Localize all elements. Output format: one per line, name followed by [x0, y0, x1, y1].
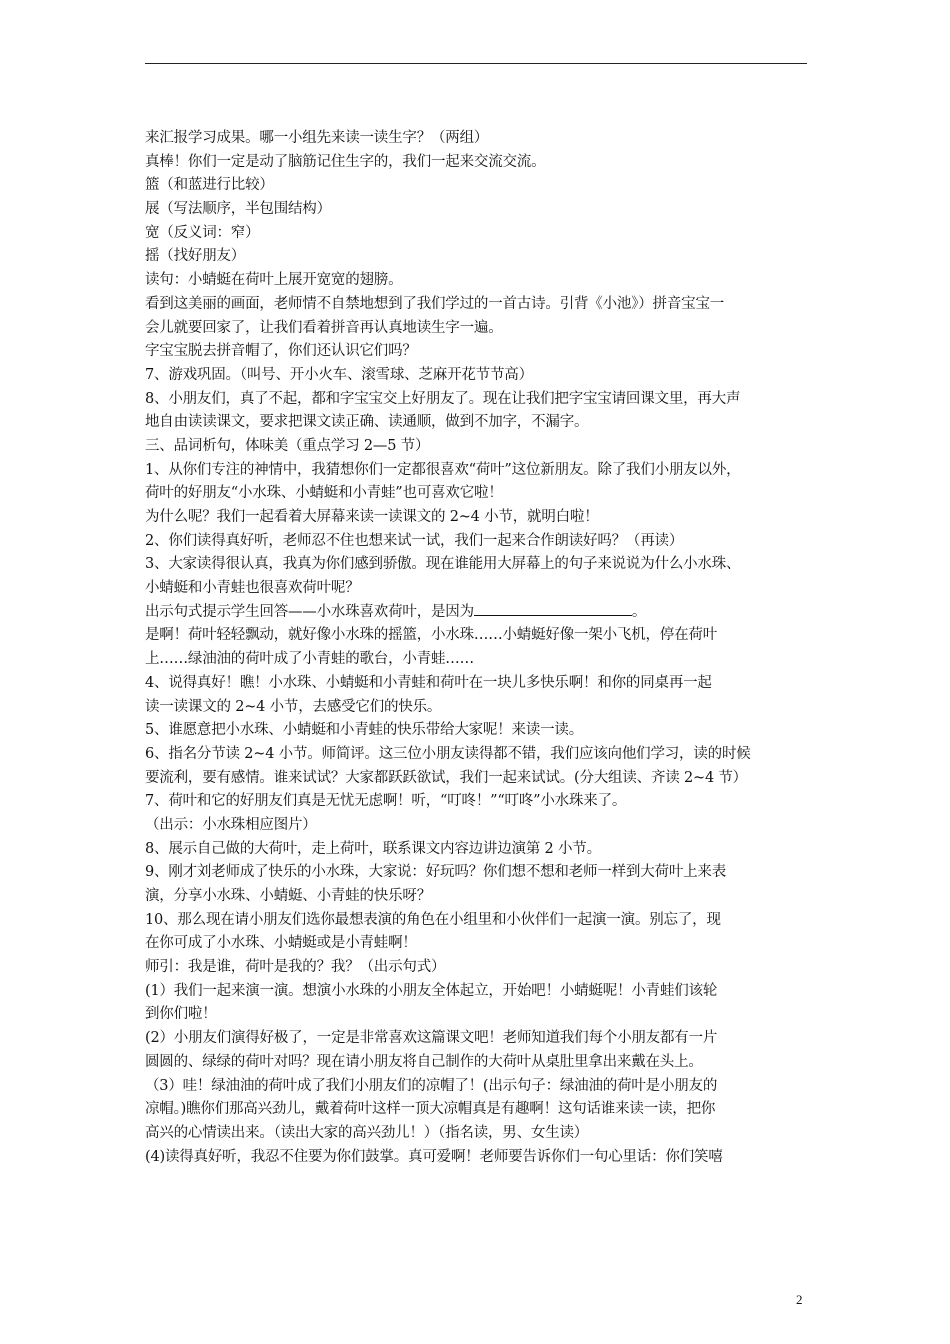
text-line-content: 10、那么现在请小朋友们选你最想表演的角色在小组里和小伙伴们一起演一演。别忘了，现 [145, 911, 721, 928]
text-line [145, 245, 815, 269]
text-line-content: 8、小朋友们，真了不起，都和字宝宝交上好朋友了。现在让我们把字宝宝请回课文里，再大声 [145, 390, 741, 407]
text-line-content: 出示句式提示学生回答——小水珠喜欢荷叶，是因为 [145, 603, 474, 620]
text-line-content: 在你可成了小水珠、小蜻蜓或是小青蛙啊！ [145, 935, 417, 952]
text-line-content: 是啊！荷叶轻轻飘动，就好像小水珠的摇篮，小水珠……小蜻蜓好像一架小飞机，停在荷叶 [145, 627, 717, 644]
text-line [145, 1146, 815, 1170]
text-line [145, 980, 815, 1004]
text-line [145, 1003, 815, 1027]
text-line-content: 来汇报学习成果。哪一小组先来读一读生字？（两组） [145, 130, 489, 146]
text-line-content: （出示：小水珠相应图片） [145, 816, 317, 833]
text-line [145, 127, 815, 151]
text-line-content: 9、刚才刘老师成了快乐的小水珠，大家说：好玩吗？你们想不想和老师一样到大荷叶上来表 [145, 864, 727, 881]
text-line-content: 演，分享小水珠、小蜻蜓、小青蛙的快乐呀？ [145, 888, 431, 904]
text-line [145, 198, 815, 222]
text-line-content: 小蜻蜓和小青蛙也很喜欢荷叶呢？ [145, 580, 360, 597]
text-line [145, 553, 815, 577]
text-line [145, 767, 815, 791]
text-line [145, 1122, 815, 1146]
text-line [145, 317, 815, 341]
text-line-content: 圆圆的、绿绿的荷叶对吗？现在请小朋友将自己制作的大荷叶从桌肚里拿出来戴在头上。 [145, 1053, 703, 1070]
text-line [145, 269, 815, 293]
text-line-content: (4)读得真好听，我忍不住要为你们鼓掌。真可爱啊！老师要告诉你们一句心里话：你们笑嘻 [145, 1148, 723, 1165]
header-rule [145, 63, 807, 64]
text-line-content: 要流利，要有感情。谁来试试？大家都跃跃欲试，我们一起来试试。(分大组读、齐读 2~4 节） [145, 769, 747, 786]
text-line [145, 909, 815, 933]
text-line-content: 高兴的心情读出来。（读出大家的高兴劲儿！）（指名读，男、女生读） [145, 1124, 589, 1141]
document-body [145, 127, 815, 1169]
blank-suffix: 。 [631, 603, 647, 620]
text-line [145, 222, 815, 246]
text-line-content: 三、品词析句，体味美（重点学习 2—5 节） [145, 437, 430, 454]
text-line [145, 435, 815, 459]
text-line-content: 读句：小蜻蜓在荷叶上展开宽宽的翅膀。 [145, 272, 403, 289]
text-line [145, 790, 815, 814]
text-line-content: 荷叶的好朋友“小水珠、小蜻蜓和小青蛙”也可喜欢它啦！ [145, 485, 503, 502]
text-line-content: 凉帽。)瞧你们那高兴劲儿，戴着荷叶这样一顶大凉帽真是有趣啊！这句话谁来读一读，把你 [145, 1101, 716, 1118]
text-line [145, 364, 815, 388]
text-line [145, 293, 815, 317]
text-line-content: 7、荷叶和它的好朋友们真是无忧无虑啊！听，“叮咚！”“叮咚”小水珠来了。 [145, 793, 627, 810]
text-line-content: 展（写法顺序，半包围结构） [145, 201, 331, 218]
text-line-content: 上……绿油油的荷叶成了小青蛙的歌台，小青蛙…… [145, 651, 474, 668]
text-line [145, 1075, 815, 1099]
text-line [145, 388, 815, 412]
text-line-content: 为什么呢？我们一起看着大屏幕来读一读课文的 2~4 小节，就明白啦！ [145, 509, 599, 525]
text-line [145, 411, 815, 435]
text-line-content: （3）哇！绿油油的荷叶成了我们小朋友们的凉帽了！(出示句子：绿油油的荷叶是小朋友的 [145, 1077, 718, 1094]
text-line [145, 743, 815, 767]
text-line [145, 672, 815, 696]
text-line-content: 到你们啦！ [145, 1006, 217, 1023]
text-line [145, 482, 815, 506]
text-line-content: 3、大家读得很认真，我真为你们感到骄傲。现在谁能用大屏幕上的句子来说说为什么小水珠、 [145, 556, 741, 573]
text-line [145, 719, 815, 743]
text-line [145, 885, 815, 909]
text-line-content: 真棒！你们一定是动了脑筋记住生字的，我们一起来交流交流。 [145, 153, 546, 170]
text-line-content: 4、说得真好！瞧！小水珠、小蜻蜓和小青蛙和荷叶在一块儿多快乐啊！和你的同桌再一起 [145, 674, 712, 691]
text-line [145, 174, 815, 198]
text-line [145, 1027, 815, 1051]
text-line-content: 师引：我是谁，荷叶是我的？我？（出示句式） [145, 959, 446, 976]
page-number: 2 [796, 1292, 803, 1307]
text-line-content: 篮（和蓝进行比较） [145, 177, 274, 194]
text-line-content: 会儿就要回家了，让我们看着拼音再认真地读生字一遍。 [145, 319, 503, 336]
text-line-content: 字宝宝脱去拼音帽了，你们还认识它们吗？ [145, 343, 417, 360]
text-line-content: (1）我们一起来演一演。想演小水珠的小朋友全体起立，开始吧！小蜻蜓呢！小青蛙们该轮 [145, 982, 718, 999]
text-line [145, 530, 815, 554]
text-line-content: 宽（反义词：窄） [145, 224, 260, 241]
text-line-content: 7、游戏巩固。（叫号、开小火车、滚雪球、芝麻开花节节高） [145, 366, 533, 383]
text-line [145, 838, 815, 862]
text-line [145, 1098, 815, 1122]
text-line [145, 459, 815, 483]
text-line [145, 814, 815, 838]
text-line [145, 696, 815, 720]
text-line [145, 151, 815, 175]
text-line [145, 624, 815, 648]
text-line-content: 5、谁愿意把小水珠、小蜻蜓和小青蛙的快乐带给大家呢！来读一读。 [145, 722, 584, 739]
text-line [145, 506, 815, 530]
text-line-content: 1、从你们专注的神情中，我猜想你们一定都很喜欢“荷叶”这位新朋友。除了我们小朋友以外， [145, 461, 741, 478]
text-line [145, 648, 815, 672]
text-line-content: 2、你们读得真好听，老师忍不住也想来试一试，我们一起来合作朗读好吗？（再读） [145, 532, 684, 549]
text-line-content: 读一读课文的 2~4 小节，去感受它们的快乐。 [145, 698, 442, 715]
text-line-content: 摇（找好朋友） [145, 248, 246, 265]
text-line-content: 看到这美丽的画面，老师情不自禁地想到了我们学过的一首古诗。引背《小池》）拼音宝宝一 [145, 295, 725, 312]
fill-in-blank [474, 601, 632, 616]
text-line-content: 地自由读读课文，要求把课文读正确、读通顺，做到不加字，不漏字。 [145, 414, 589, 431]
text-line [145, 601, 815, 625]
text-line [145, 932, 815, 956]
text-line [145, 861, 815, 885]
text-line [145, 340, 815, 364]
text-line [145, 577, 815, 601]
text-line-content: (2）小朋友们演得好极了，一定是非常喜欢这篇课文吧！老师知道我们每个小朋友都有一片 [145, 1030, 718, 1047]
text-line-content: 8、展示自己做的大荷叶，走上荷叶，联系课文内容边讲边演第 2 小节。 [145, 840, 601, 857]
text-line-content: 6、指名分节读 2~4 小节。师简评。这三位小朋友读得都不错，我们应该向他们学习，读的时候 [145, 745, 751, 762]
text-line [145, 956, 815, 980]
text-line [145, 1051, 815, 1075]
